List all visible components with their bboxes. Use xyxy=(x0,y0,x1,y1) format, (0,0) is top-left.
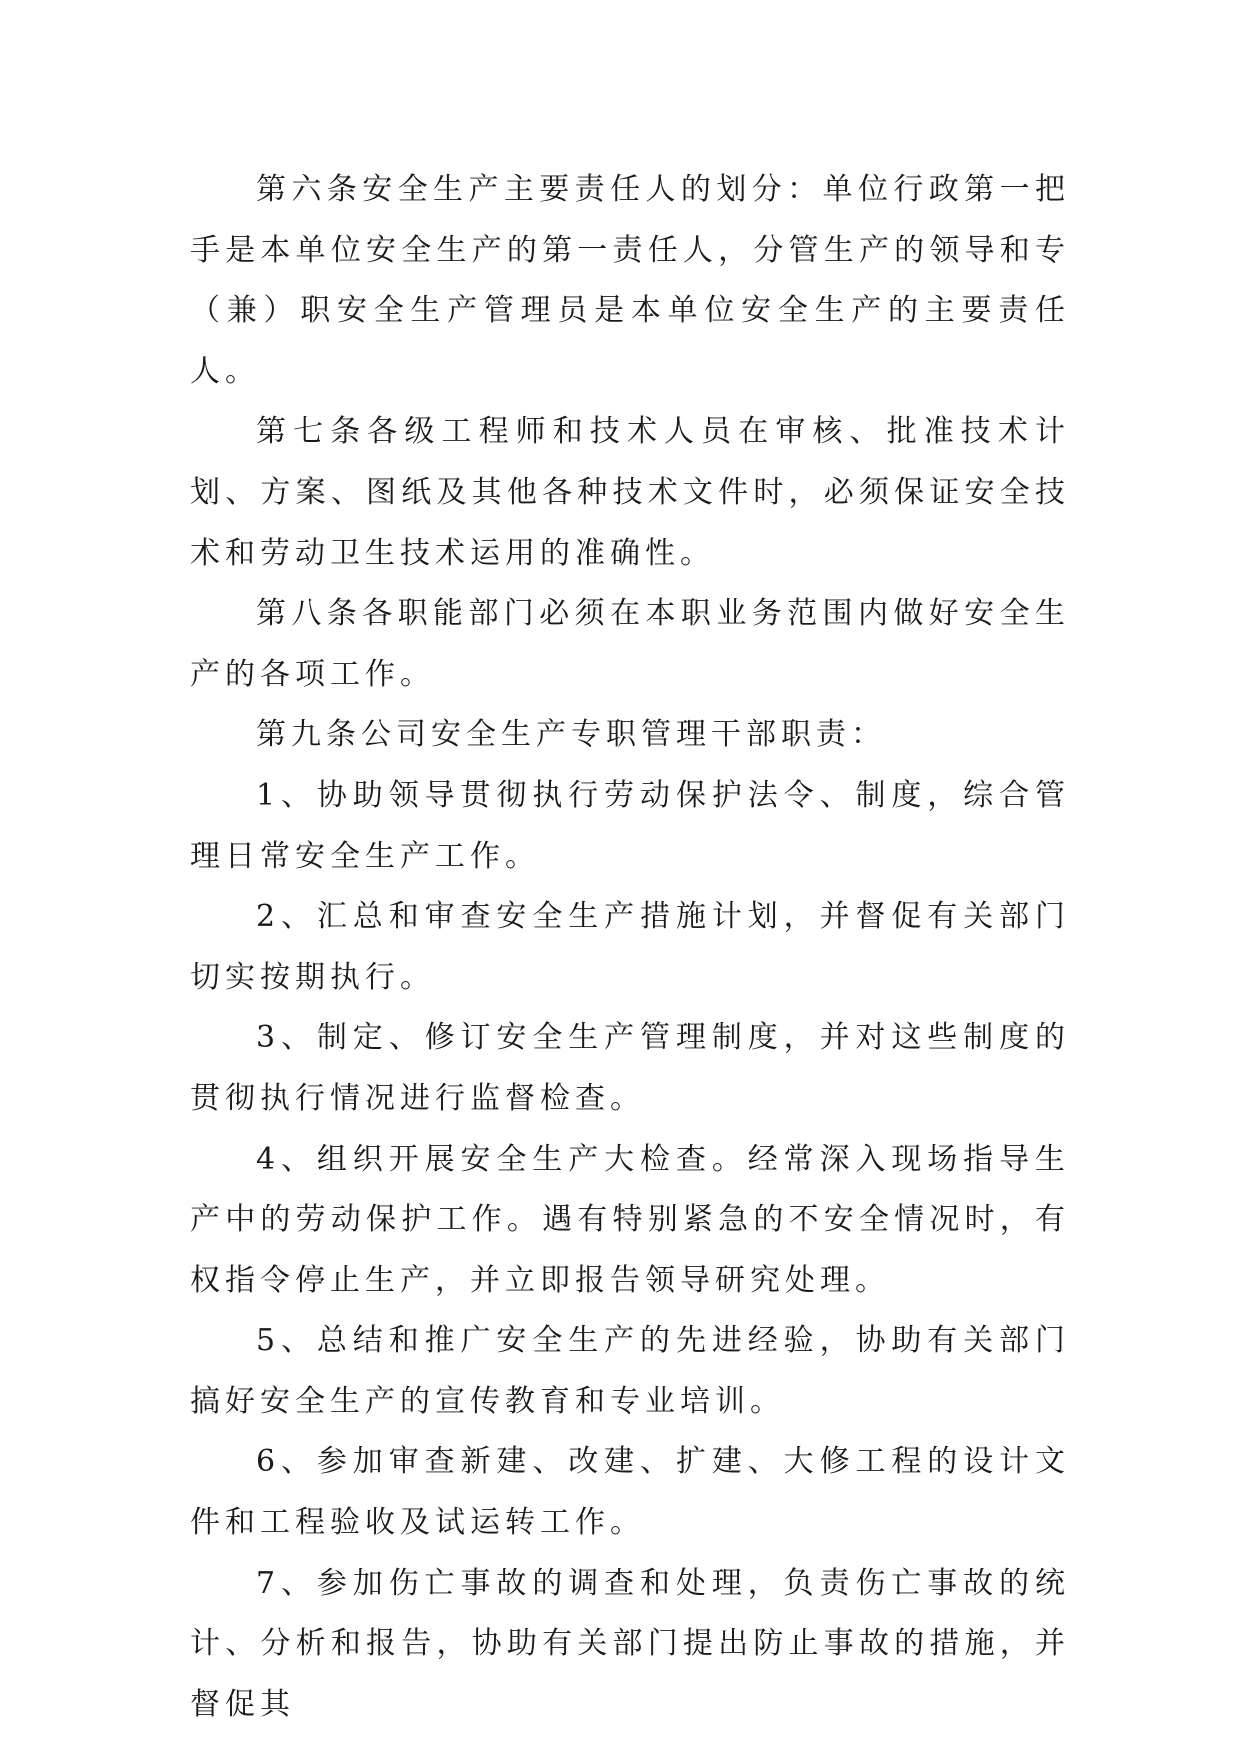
document-body xyxy=(190,160,1070,1735)
paragraph-duty-2: 2、汇总和审查安全生产措施计划，并督促有关部门切实按期执行。 xyxy=(190,899,1070,995)
paragraph-duty-3: 3、制定、修订安全生产管理制度，并对这些制度的贯彻执行情况进行监督检查。 xyxy=(190,1020,1070,1116)
paragraph-article-9: 第九条公司安全生产专职管理干部职责： xyxy=(256,717,886,753)
paragraph-article-6: 第六条安全生产主要责任人的划分：单位行政第一把手是本单位安全生产的第一责任人，分管生产的领导和专（兼）职安全生产管理员是本单位安全生产的主要责任人。 xyxy=(190,172,1070,389)
paragraph-article-7: 第七条各级工程师和技术人员在审核、批准技术计划、方案、图纸及其他各种技术文件时，必须保证安全技术和劳动卫生技术运用的准确性。 xyxy=(190,414,1070,571)
paragraph-duty-6: 6、参加审查新建、改建、扩建、大修工程的设计文件和工程验收及试运转工作。 xyxy=(190,1444,1070,1541)
paragraph-duty-7: 7、参加伤亡事故的调查和处理，负责伤亡事故的统计、分析和报告，协助有关部门提出防止事故的措施，并督促其 xyxy=(190,1565,1070,1722)
paragraph-article-8: 第八条各职能部门必须在本职业务范围内做好安全生产的各项工作。 xyxy=(190,596,1070,692)
paragraph-duty-5: 5、总结和推广安全生产的先进经验，协助有关部门搞好安全生产的宣传教育和专业培训。 xyxy=(190,1323,1070,1419)
paragraph-duty-4: 4、组织开展安全生产大检查。经常深入现场指导生产中的劳动保护工作。遇有特别紧急的不安全情况时，有权指令停止生产，并立即报告领导研究处理。 xyxy=(190,1141,1070,1298)
paragraph-duty-1: 1、协助领导贯彻执行劳动保护法令、制度，综合管理日常安全生产工作。 xyxy=(190,777,1070,874)
